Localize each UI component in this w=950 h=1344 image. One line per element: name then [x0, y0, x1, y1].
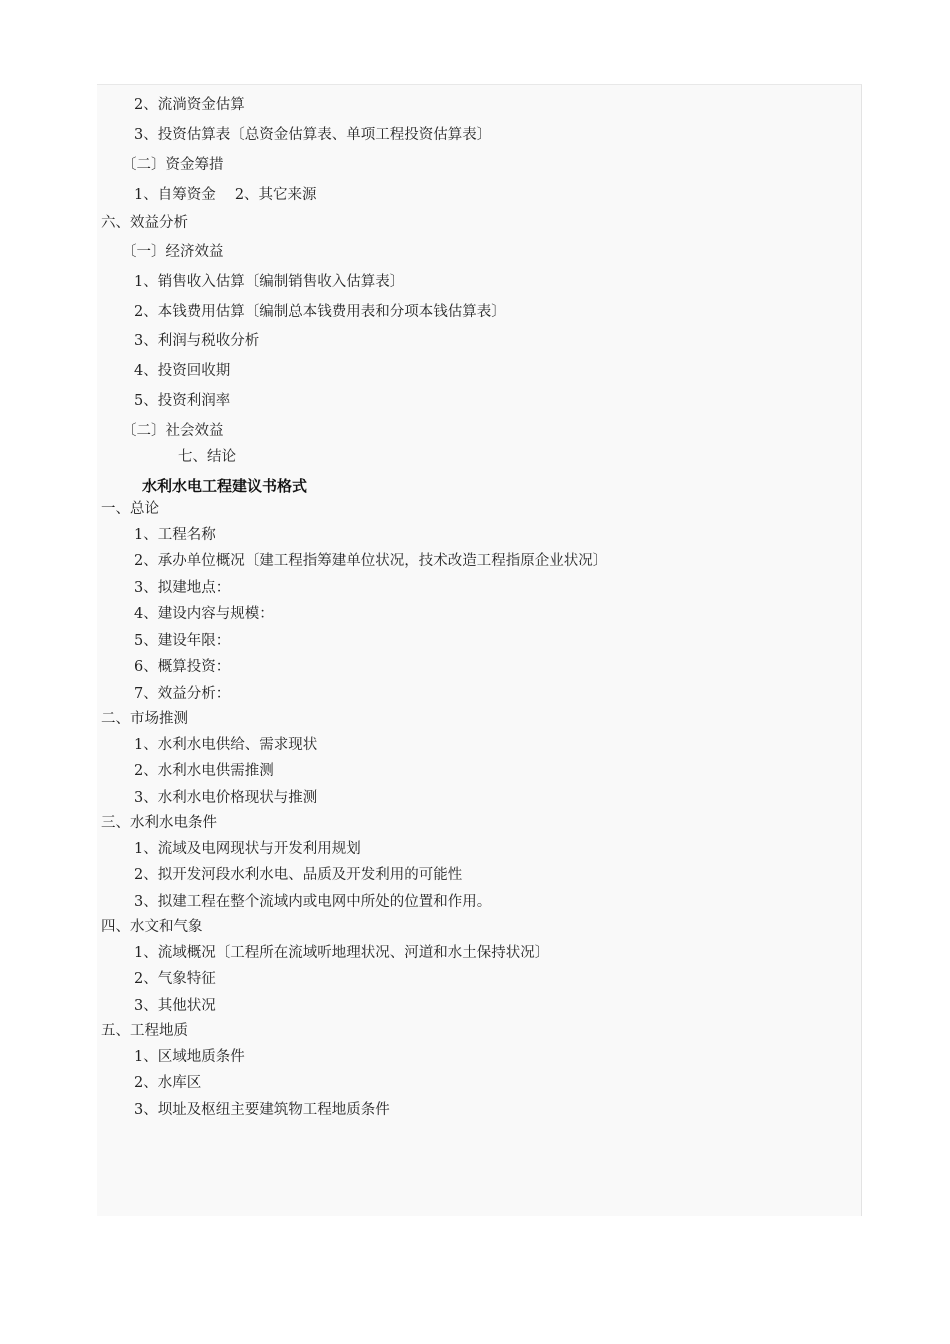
text-line: 2、拟开发河段水利水电、品质及开发利用的可能性: [134, 867, 463, 883]
text-line: 2、承办单位概况〔建工程指筹建单位状况，技术改造工程指原企业状况〕: [134, 553, 608, 569]
chapter-heading: 六、效益分析: [101, 215, 188, 231]
text-line: 2、水库区: [134, 1075, 202, 1091]
section-heading: 〔二〕资金筹措: [122, 157, 224, 173]
text-line: 3、投资估算表〔总资金估算表、单项工程投资估算表〕: [134, 127, 492, 143]
text-line: 3、坝址及枢纽主要建筑物工程地质条件: [134, 1102, 390, 1118]
text-line: 5、投资利润率: [134, 393, 231, 409]
text-line: 5、建设年限：: [134, 633, 231, 649]
text-line: 1、自筹资金 2、其它来源: [134, 187, 317, 203]
text-line: 4、投资回收期: [134, 363, 231, 379]
text-line: 1、工程名称: [134, 527, 216, 543]
document-title: 水利水电工程建议书格式: [142, 477, 308, 495]
text-line: 1、水利水电供给、需求现状: [134, 737, 318, 753]
text-line: 3、拟建工程在整个流域内或电网中所处的位置和作用。: [134, 894, 492, 910]
text-line: 3、其他状况: [134, 998, 216, 1014]
text-line: 3、利润与税收分析: [134, 333, 260, 349]
text-line: 7、效益分析：: [134, 686, 231, 702]
text-line: 2、气象特征: [134, 971, 216, 987]
chapter-heading: 五、工程地质: [101, 1023, 188, 1039]
chapter-heading: 一、总论: [101, 501, 159, 517]
text-line: 6、概算投资：: [134, 659, 231, 675]
text-line: 3、水利水电价格现状与推测: [134, 790, 318, 806]
text-line: 1、销售收入估算〔编制销售收入估算表〕: [134, 274, 405, 290]
text-line: 2、本钱费用估算〔编制总本钱费用表和分项本钱估算表〕: [134, 304, 506, 320]
text-line: 1、流域概况〔工程所在流域听地理状况、河道和水土保持状况〕: [134, 945, 550, 961]
text-line: 3、拟建地点：: [134, 580, 231, 596]
text-line: 2、水利水电供需推测: [134, 763, 274, 779]
text-line: 4、建设内容与规模：: [134, 606, 274, 622]
section-heading: 〔一〕经济效益: [122, 244, 224, 260]
text-line: 1、流域及电网现状与开发利用规划: [134, 841, 361, 857]
chapter-heading: 七、结论: [178, 449, 236, 465]
chapter-heading: 四、水文和气象: [101, 919, 203, 935]
section-heading: 〔二〕社会效益: [122, 423, 224, 439]
chapter-heading: 二、市场推测: [101, 711, 188, 727]
chapter-heading: 三、水利水电条件: [101, 815, 217, 831]
text-line: 2、流淌资金估算: [134, 97, 245, 113]
text-line: 1、区域地质条件: [134, 1049, 245, 1065]
